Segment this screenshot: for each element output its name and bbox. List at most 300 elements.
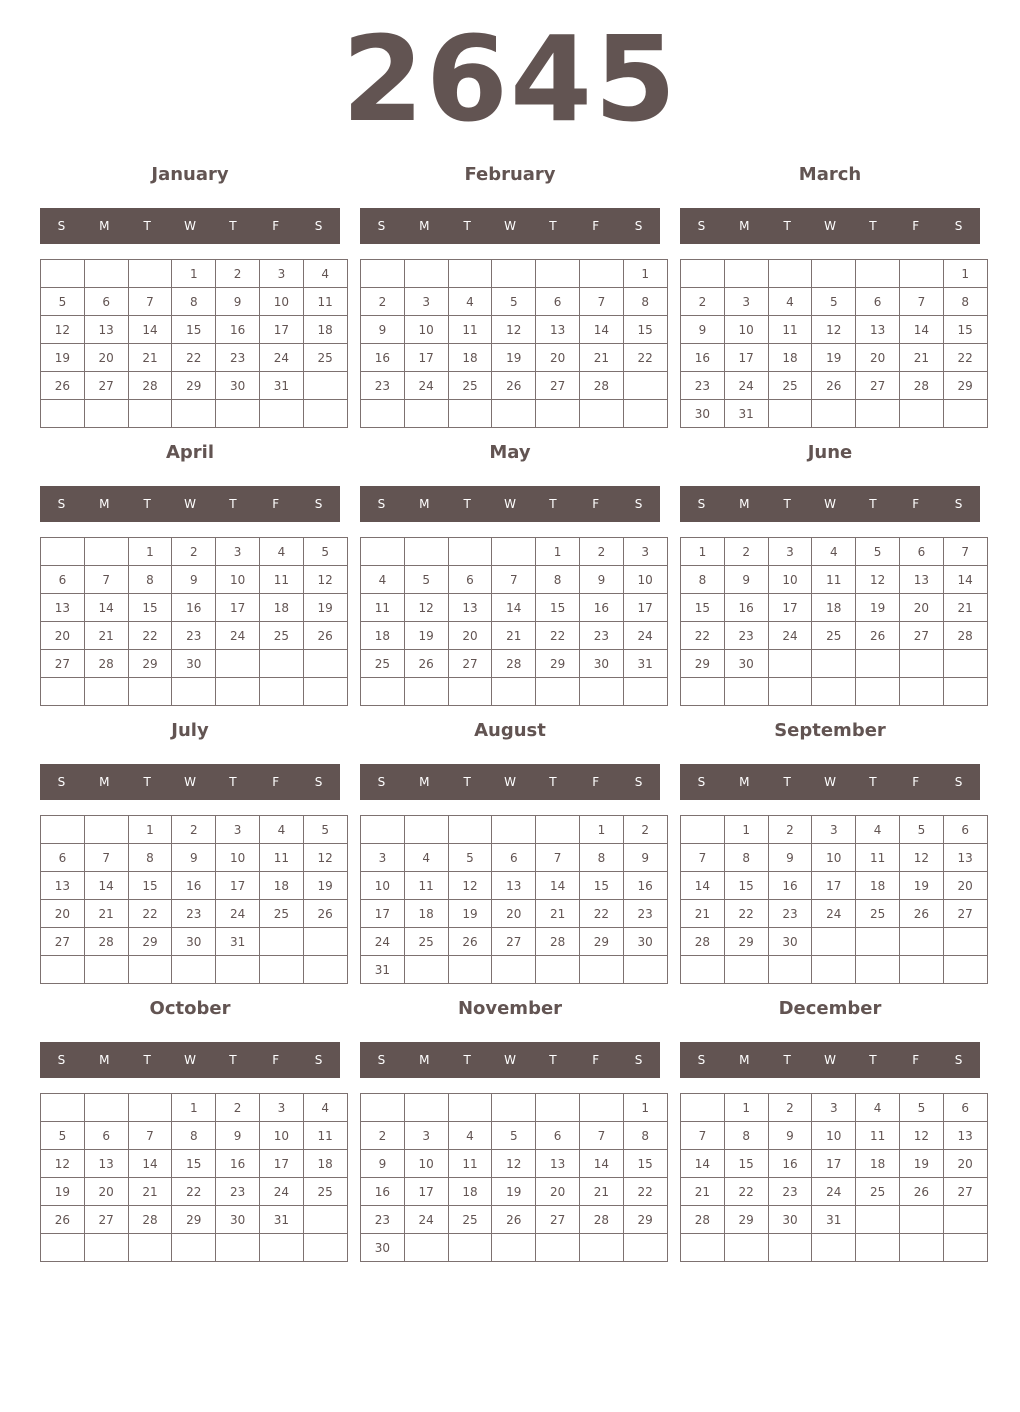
day-cell: 8: [623, 1122, 667, 1150]
day-cell: [41, 400, 85, 428]
week-row: [41, 622, 348, 650]
day-cell: 22: [128, 622, 172, 650]
day-cell: 9: [361, 1150, 405, 1178]
day-cell: 16: [172, 872, 216, 900]
day-cell: [41, 538, 85, 566]
week-row: [361, 1206, 668, 1234]
week-row: [41, 1234, 348, 1262]
day-cell: [492, 816, 536, 844]
week-row: [361, 400, 668, 428]
day-cell: [84, 260, 128, 288]
day-cell: 12: [448, 872, 492, 900]
day-cell: 5: [303, 538, 347, 566]
day-cell: [84, 538, 128, 566]
day-cell: [172, 678, 216, 706]
day-cell: 23: [724, 622, 768, 650]
day-cell: 5: [404, 566, 448, 594]
week-row: [41, 678, 348, 706]
day-cell: [492, 260, 536, 288]
weekday-label: W: [504, 775, 516, 789]
day-cell: 3: [404, 288, 448, 316]
weekday-label: T: [549, 497, 557, 511]
week-row: [361, 816, 668, 844]
weekday-label: F: [912, 219, 920, 233]
day-cell: 1: [724, 1094, 768, 1122]
day-cell: 24: [259, 344, 303, 372]
weekday-label: M: [419, 1053, 430, 1067]
day-cell: [681, 956, 725, 984]
day-cell: [812, 928, 856, 956]
day-cell: 13: [84, 1150, 128, 1178]
day-cell: 16: [216, 1150, 260, 1178]
day-cell: [492, 538, 536, 566]
day-cell: 23: [361, 1206, 405, 1234]
day-cell: 17: [404, 344, 448, 372]
weekday-label: M: [99, 775, 110, 789]
week-row: [41, 260, 348, 288]
day-cell: 17: [724, 344, 768, 372]
weekday-label: F: [912, 775, 920, 789]
day-cell: 26: [303, 622, 347, 650]
day-cell: 20: [856, 344, 900, 372]
day-cell: [943, 1234, 987, 1262]
day-cell: [536, 260, 580, 288]
week-row: [41, 1122, 348, 1150]
day-cell: 2: [172, 816, 216, 844]
weekday-label: S: [57, 1053, 66, 1067]
day-cell: 26: [856, 622, 900, 650]
day-cell: 20: [899, 594, 943, 622]
week-row: [41, 650, 348, 678]
day-cell: 4: [404, 844, 448, 872]
weekday-label: S: [314, 1053, 323, 1067]
day-cell: [623, 372, 667, 400]
weekday-label: T: [869, 1053, 877, 1067]
weekday-label: S: [377, 497, 386, 511]
weekday-label: W: [824, 775, 836, 789]
day-cell: 31: [216, 928, 260, 956]
day-cell: 19: [856, 594, 900, 622]
day-cell: 18: [448, 344, 492, 372]
day-cell: [724, 260, 768, 288]
day-cell: 5: [899, 1094, 943, 1122]
day-cell: 18: [856, 1150, 900, 1178]
day-cell: 12: [856, 566, 900, 594]
month-title: July: [171, 720, 209, 741]
day-cell: [303, 928, 347, 956]
weekday-label: S: [954, 497, 963, 511]
weekday-header: [360, 764, 660, 800]
day-cell: 17: [623, 594, 667, 622]
weekday-label: S: [314, 219, 323, 233]
day-cell: 26: [899, 900, 943, 928]
day-cell: 25: [361, 650, 405, 678]
day-cell: 6: [448, 566, 492, 594]
day-cell: 15: [579, 872, 623, 900]
day-cell: 12: [812, 316, 856, 344]
weekday-label: S: [634, 497, 643, 511]
day-cell: 7: [492, 566, 536, 594]
week-row: [681, 538, 988, 566]
day-cell: [216, 678, 260, 706]
day-cell: 14: [128, 1150, 172, 1178]
day-cell: 14: [943, 566, 987, 594]
week-row: [41, 928, 348, 956]
day-cell: 31: [812, 1206, 856, 1234]
day-cell: 7: [681, 1122, 725, 1150]
week-row: [361, 872, 668, 900]
day-cell: [41, 678, 85, 706]
day-cell: 1: [623, 1094, 667, 1122]
week-row: [41, 344, 348, 372]
day-cell: 16: [361, 1178, 405, 1206]
day-cell: 23: [172, 622, 216, 650]
day-cell: [681, 678, 725, 706]
day-cell: [681, 1094, 725, 1122]
day-cell: [492, 1234, 536, 1262]
week-row: [681, 288, 988, 316]
day-cell: 6: [943, 816, 987, 844]
month-title: January: [151, 164, 229, 185]
day-cell: [492, 678, 536, 706]
day-cell: 18: [448, 1178, 492, 1206]
day-cell: 29: [623, 1206, 667, 1234]
weekday-label: F: [272, 775, 280, 789]
weekday-label: T: [229, 497, 237, 511]
day-cell: 6: [84, 288, 128, 316]
day-cell: 19: [492, 1178, 536, 1206]
day-cell: [943, 678, 987, 706]
day-cell: 15: [681, 594, 725, 622]
week-row: [361, 1150, 668, 1178]
day-cell: [623, 1234, 667, 1262]
day-cell: 20: [448, 622, 492, 650]
week-row: [361, 566, 668, 594]
day-cell: 1: [623, 260, 667, 288]
weekday-label: W: [504, 497, 516, 511]
day-cell: [41, 956, 85, 984]
day-cell: 8: [579, 844, 623, 872]
week-row: [41, 1206, 348, 1234]
day-cell: 13: [41, 872, 85, 900]
day-cell: 23: [623, 900, 667, 928]
day-cell: 30: [172, 650, 216, 678]
day-cell: [128, 1234, 172, 1262]
week-row: [681, 622, 988, 650]
weekday-label: S: [697, 1053, 706, 1067]
day-cell: 25: [768, 372, 812, 400]
day-cell: 31: [259, 372, 303, 400]
day-cell: 11: [303, 1122, 347, 1150]
day-cell: 15: [724, 872, 768, 900]
week-row: [361, 900, 668, 928]
day-cell: 7: [943, 538, 987, 566]
day-grid: [680, 1093, 988, 1262]
day-cell: 7: [84, 844, 128, 872]
day-cell: 27: [856, 372, 900, 400]
day-cell: 25: [856, 900, 900, 928]
day-cell: [856, 1206, 900, 1234]
day-cell: [943, 1206, 987, 1234]
day-cell: 25: [303, 1178, 347, 1206]
day-cell: 28: [899, 372, 943, 400]
weekday-header: [40, 486, 340, 522]
day-cell: 22: [536, 622, 580, 650]
day-cell: 3: [812, 816, 856, 844]
day-cell: 22: [943, 344, 987, 372]
day-cell: 23: [361, 372, 405, 400]
day-cell: 17: [216, 872, 260, 900]
day-cell: 29: [943, 372, 987, 400]
month-title: August: [474, 720, 546, 741]
day-cell: 9: [361, 316, 405, 344]
day-cell: 13: [536, 316, 580, 344]
weekday-label: F: [912, 497, 920, 511]
week-row: [41, 900, 348, 928]
day-cell: [448, 678, 492, 706]
day-cell: 10: [724, 316, 768, 344]
day-cell: [536, 1094, 580, 1122]
day-cell: [899, 400, 943, 428]
weekday-label: T: [229, 219, 237, 233]
day-cell: 29: [681, 650, 725, 678]
day-cell: [768, 956, 812, 984]
day-grid: [40, 259, 348, 428]
weekday-label: S: [314, 775, 323, 789]
day-cell: 23: [216, 1178, 260, 1206]
day-cell: [536, 1234, 580, 1262]
day-cell: 10: [768, 566, 812, 594]
day-cell: [303, 1206, 347, 1234]
day-cell: 21: [128, 1178, 172, 1206]
day-cell: [41, 1094, 85, 1122]
day-cell: [303, 650, 347, 678]
day-cell: 10: [404, 316, 448, 344]
weekday-label: F: [592, 219, 600, 233]
week-row: [681, 1150, 988, 1178]
day-cell: [856, 928, 900, 956]
day-cell: [84, 1094, 128, 1122]
day-cell: [492, 400, 536, 428]
week-row: [681, 900, 988, 928]
weekday-header: [680, 1042, 980, 1078]
week-row: [41, 1094, 348, 1122]
week-row: [681, 316, 988, 344]
day-cell: 24: [812, 900, 856, 928]
day-cell: 6: [536, 1122, 580, 1150]
day-cell: [172, 1234, 216, 1262]
weekday-label: T: [143, 497, 151, 511]
month-title: December: [778, 998, 882, 1019]
day-cell: 20: [84, 1178, 128, 1206]
day-cell: [216, 1234, 260, 1262]
weekday-label: M: [99, 497, 110, 511]
week-row: [41, 816, 348, 844]
weekday-label: T: [869, 219, 877, 233]
day-cell: [536, 816, 580, 844]
day-cell: [768, 1234, 812, 1262]
day-cell: 28: [128, 1206, 172, 1234]
day-cell: 17: [812, 1150, 856, 1178]
weekday-header: [360, 1042, 660, 1078]
day-cell: 3: [623, 538, 667, 566]
day-cell: 18: [404, 900, 448, 928]
week-row: [681, 956, 988, 984]
day-cell: 18: [768, 344, 812, 372]
week-row: [41, 288, 348, 316]
day-cell: 20: [41, 900, 85, 928]
day-cell: 15: [536, 594, 580, 622]
week-row: [41, 844, 348, 872]
day-cell: [492, 956, 536, 984]
day-cell: 25: [812, 622, 856, 650]
day-cell: 13: [943, 844, 987, 872]
weekday-label: M: [99, 219, 110, 233]
month-title: April: [165, 442, 215, 463]
day-cell: 6: [899, 538, 943, 566]
day-cell: 12: [404, 594, 448, 622]
day-cell: 22: [172, 1178, 216, 1206]
day-cell: 25: [448, 372, 492, 400]
day-cell: 28: [579, 372, 623, 400]
day-cell: 7: [579, 288, 623, 316]
day-cell: 21: [84, 900, 128, 928]
day-cell: 5: [492, 288, 536, 316]
day-cell: 16: [681, 344, 725, 372]
day-cell: [128, 678, 172, 706]
weekday-label: T: [869, 497, 877, 511]
day-cell: 19: [899, 872, 943, 900]
day-cell: 26: [492, 372, 536, 400]
day-cell: [259, 956, 303, 984]
day-cell: 19: [404, 622, 448, 650]
day-cell: 22: [172, 344, 216, 372]
weekday-label: W: [184, 497, 196, 511]
day-cell: [899, 678, 943, 706]
day-cell: 6: [41, 844, 85, 872]
day-cell: 6: [492, 844, 536, 872]
day-cell: 19: [812, 344, 856, 372]
day-cell: 31: [259, 1206, 303, 1234]
day-cell: 13: [492, 872, 536, 900]
weekday-label: M: [739, 497, 750, 511]
day-cell: 9: [579, 566, 623, 594]
day-cell: 11: [768, 316, 812, 344]
day-cell: [579, 678, 623, 706]
day-cell: 4: [448, 1122, 492, 1150]
day-cell: [768, 260, 812, 288]
week-row: [361, 316, 668, 344]
day-cell: 17: [259, 316, 303, 344]
day-cell: [404, 956, 448, 984]
weekday-label: M: [739, 775, 750, 789]
day-cell: 7: [84, 566, 128, 594]
day-cell: 10: [404, 1150, 448, 1178]
day-cell: 21: [579, 344, 623, 372]
day-cell: [128, 400, 172, 428]
day-grid: [360, 259, 668, 428]
day-cell: 14: [579, 316, 623, 344]
day-cell: 11: [404, 872, 448, 900]
week-row: [41, 594, 348, 622]
weekday-label: F: [272, 497, 280, 511]
day-cell: 3: [812, 1094, 856, 1122]
day-cell: [361, 816, 405, 844]
day-cell: 28: [492, 650, 536, 678]
week-row: [361, 678, 668, 706]
day-cell: 26: [41, 1206, 85, 1234]
week-row: [41, 1150, 348, 1178]
day-cell: 15: [128, 872, 172, 900]
day-cell: [536, 678, 580, 706]
weekday-label: M: [419, 497, 430, 511]
weekday-header: [360, 208, 660, 244]
weekday-label: M: [739, 219, 750, 233]
day-cell: 17: [216, 594, 260, 622]
day-cell: 17: [404, 1178, 448, 1206]
day-cell: 3: [768, 538, 812, 566]
day-cell: 15: [943, 316, 987, 344]
day-cell: 28: [681, 928, 725, 956]
day-cell: [579, 1234, 623, 1262]
weekday-label: F: [272, 219, 280, 233]
day-cell: 8: [172, 288, 216, 316]
day-cell: 24: [623, 622, 667, 650]
day-cell: 27: [492, 928, 536, 956]
year-title: 2645: [341, 10, 679, 148]
week-row: [681, 1234, 988, 1262]
day-cell: 24: [361, 928, 405, 956]
day-cell: 13: [943, 1122, 987, 1150]
day-grid: [40, 1093, 348, 1262]
day-cell: 7: [899, 288, 943, 316]
day-cell: 24: [724, 372, 768, 400]
day-cell: [404, 260, 448, 288]
day-cell: 4: [856, 816, 900, 844]
day-cell: 3: [404, 1122, 448, 1150]
weekday-label: F: [592, 497, 600, 511]
weekday-label: T: [143, 219, 151, 233]
weekday-label: S: [634, 775, 643, 789]
day-cell: 15: [724, 1150, 768, 1178]
day-cell: 7: [681, 844, 725, 872]
day-cell: 5: [41, 288, 85, 316]
day-cell: 21: [579, 1178, 623, 1206]
day-cell: 16: [724, 594, 768, 622]
day-cell: 8: [724, 844, 768, 872]
week-row: [361, 956, 668, 984]
day-cell: [303, 956, 347, 984]
day-cell: 14: [84, 872, 128, 900]
day-cell: 16: [361, 344, 405, 372]
day-cell: [681, 260, 725, 288]
day-cell: 10: [361, 872, 405, 900]
day-cell: 21: [943, 594, 987, 622]
day-cell: [899, 260, 943, 288]
weekday-label: W: [184, 1053, 196, 1067]
day-cell: 8: [536, 566, 580, 594]
day-cell: 10: [216, 566, 260, 594]
week-row: [361, 260, 668, 288]
day-cell: 4: [768, 288, 812, 316]
day-cell: 24: [404, 372, 448, 400]
weekday-label: S: [377, 1053, 386, 1067]
day-cell: [812, 1234, 856, 1262]
day-cell: 21: [681, 900, 725, 928]
day-cell: [128, 1094, 172, 1122]
day-cell: [303, 1234, 347, 1262]
day-cell: 21: [128, 344, 172, 372]
